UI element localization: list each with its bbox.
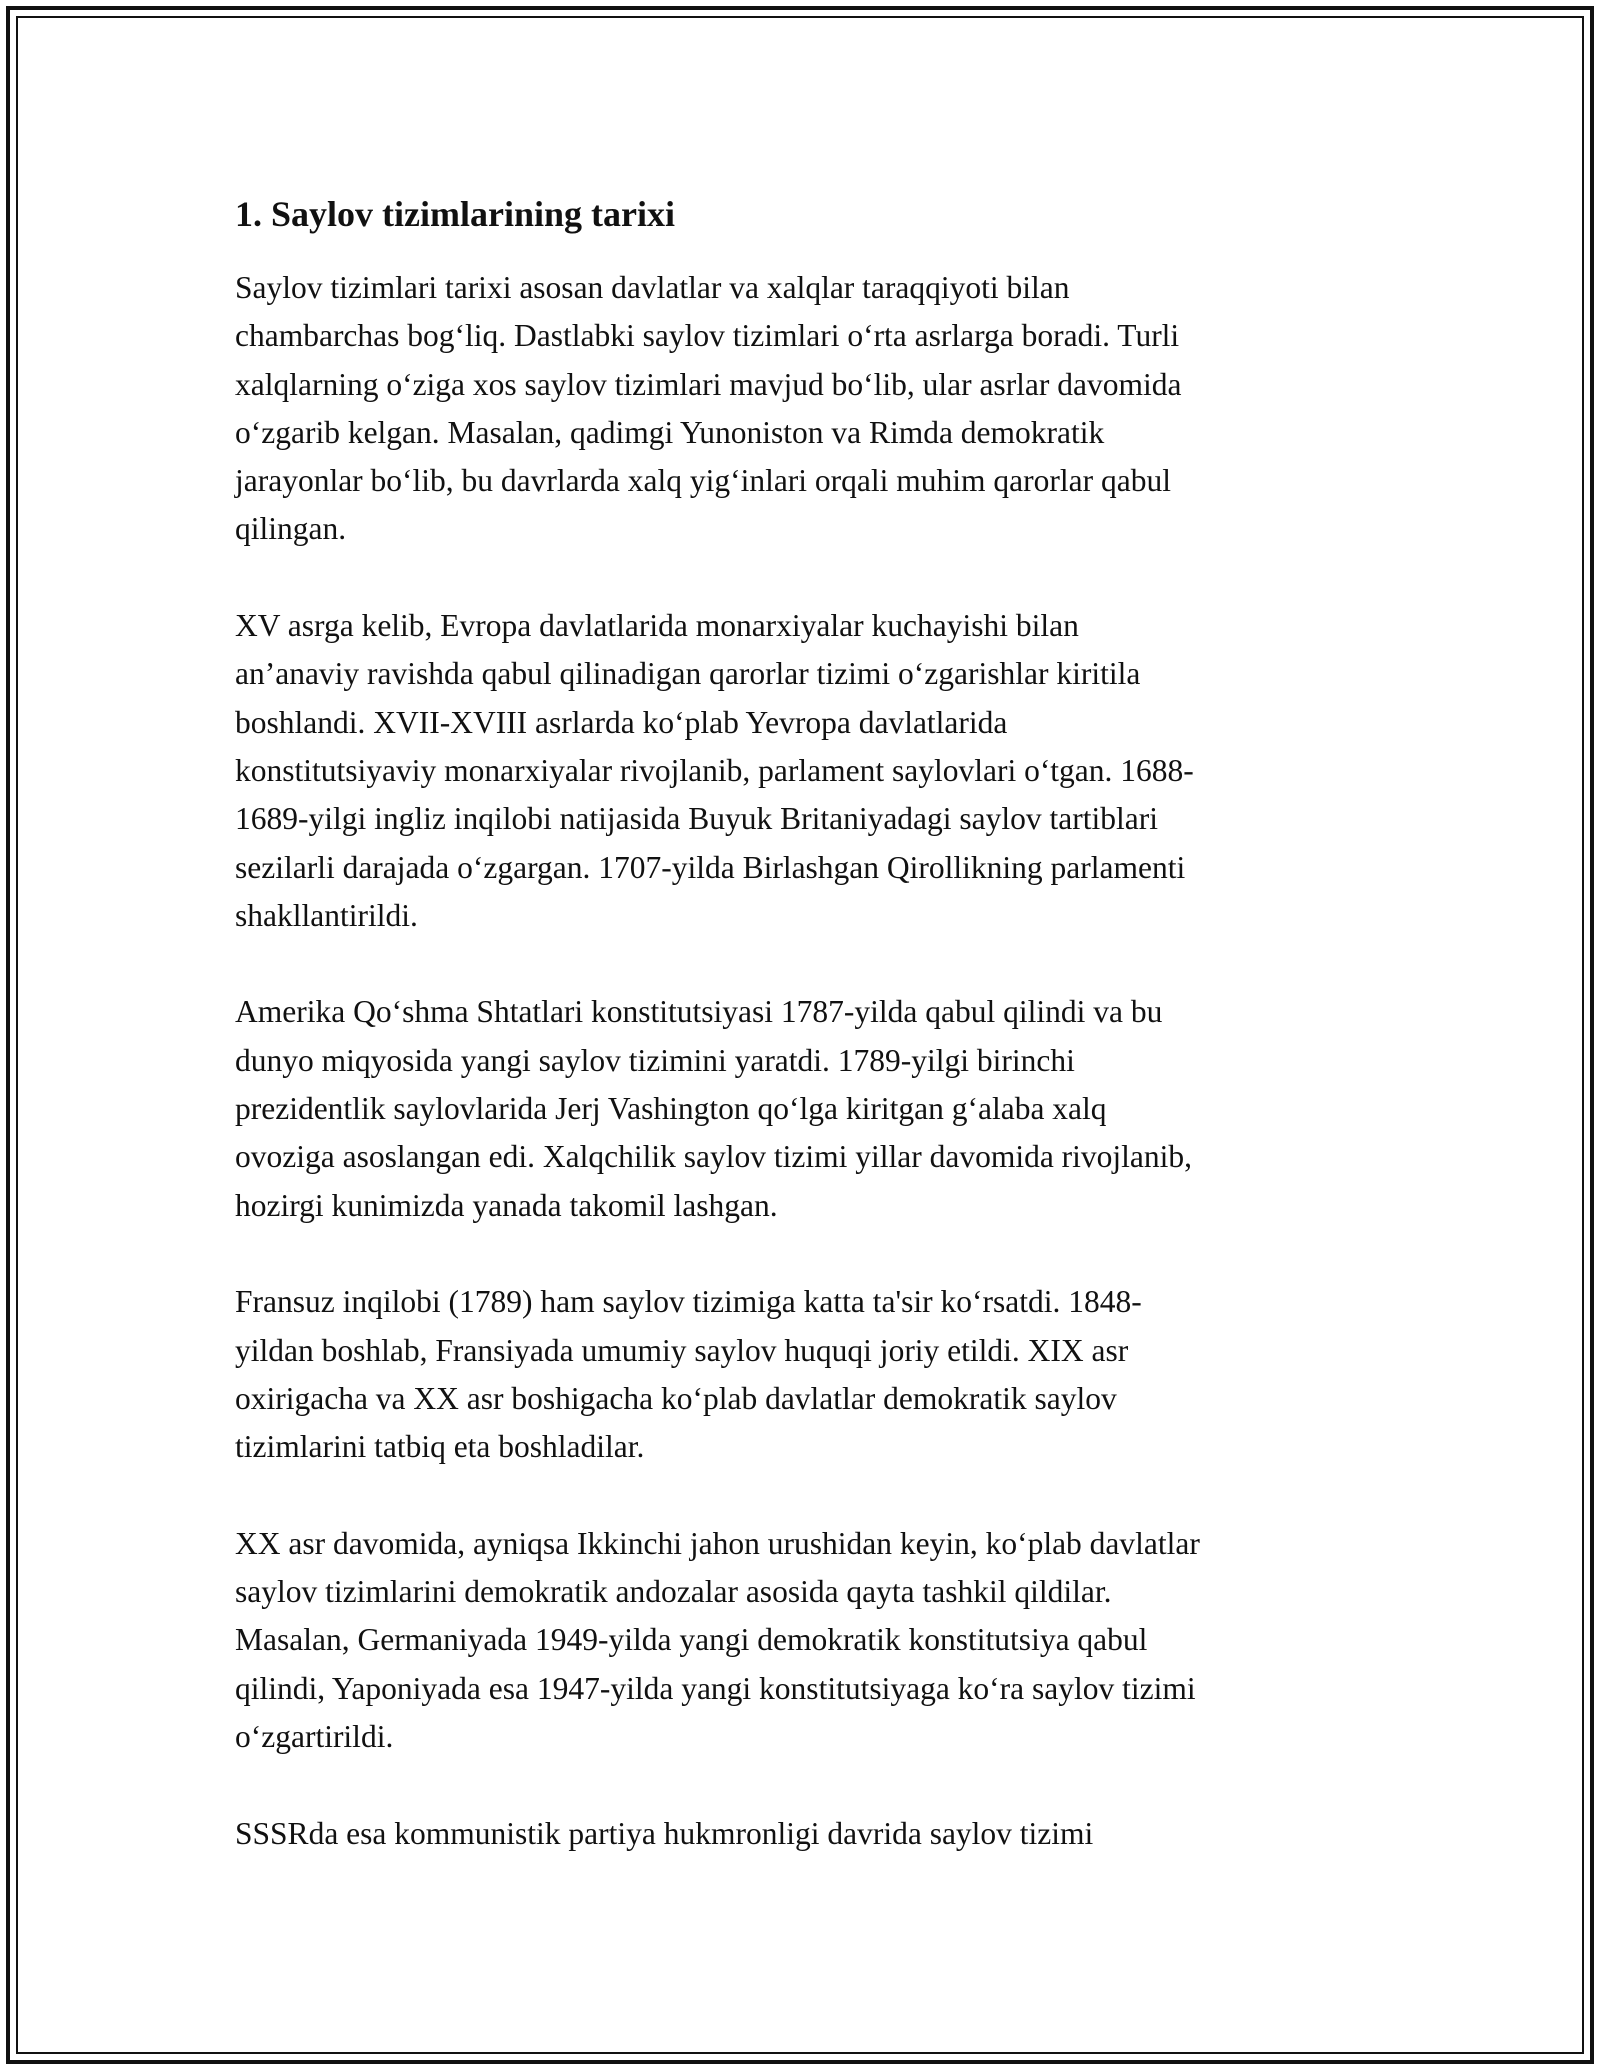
text-line: chambarchas bog‘liq. Dastlabki saylov tizimlari o‘rta asrlarga boradi. Turli [235, 318, 1180, 354]
text-line: sezilarli darajada o‘zgargan. 1707-yilda Birlashgan Qirollikning parlamenti [235, 849, 1186, 885]
text-line: konstitutsiyaviy monarxiyalar rivojlanib, parlament saylovlari o‘tgan. 1688- [235, 752, 1194, 788]
text-line: prezidentlik saylovlarida Jerj Vashington qo‘lga kiritgan g‘alaba xalq [235, 1091, 1107, 1127]
text-line: qilingan. [235, 511, 347, 547]
section-heading: 1. Saylov tizimlarining tarixi [235, 194, 675, 234]
text-line: oxirigacha va XX asr boshigacha ko‘plab davlatlar demokratik saylov [235, 1380, 1117, 1416]
text-line: XX asr davomida, ayniqsa Ikkinchi jahon urushidan keyin, ko‘plab davlatlar [235, 1525, 1200, 1561]
text-line: boshlandi. XVII-XVIII asrlarda ko‘plab Yevropa davlatlarida [235, 704, 1008, 740]
document-body [235, 264, 1375, 1858]
paragraph [235, 602, 1375, 940]
paragraph [235, 1810, 1375, 1858]
paragraph [235, 1278, 1375, 1471]
text-line: tizimlarini tatbiq eta boshladilar. [235, 1429, 645, 1465]
text-line: Masalan, Germaniyada 1949-yilda yangi demokratik konstitutsiya qabul [235, 1622, 1148, 1658]
text-line: saylov tizimlarini demokratik andozalar asosida qayta tashkil qildilar. [235, 1574, 1112, 1610]
text-line: Saylov tizimlari tarixi asosan davlatlar va xalqlar taraqqiyoti bilan [235, 270, 1070, 305]
text-line: ovoziga asoslangan edi. Xalqchilik saylov tizimi yillar davomida rivojlanib, [235, 1139, 1193, 1175]
text-line: qilindi, Yaponiyada esa 1947-yilda yangi konstitutsiyaga ko‘ra saylov tizimi [235, 1670, 1196, 1706]
text-line: SSSRda esa kommunistik partiya hukmronligi davrida saylov tizimi [235, 1815, 1094, 1851]
paragraph [235, 264, 1375, 554]
text-line: o‘zgarib kelgan. Masalan, qadimgi Yunoniston va Rimda demokratik [235, 414, 1105, 450]
text-line: XV asrga kelib, Evropa davlatlarida monarxiyalar kuchayishi bilan [235, 608, 1079, 644]
text-line: shakllantirildi. [235, 897, 418, 933]
paragraph [235, 1520, 1375, 1761]
text-line: hozirgi kunimizda yanada takomil lashgan. [235, 1187, 778, 1223]
paragraph [235, 988, 1375, 1229]
text-line: jarayonlar bo‘lib, bu davrlarda xalq yig‘inlari orqali muhim qarorlar qabul [235, 463, 1171, 499]
text-line: Amerika Qo‘shma Shtatlari konstitutsiyasi 1787-yilda qabul qilindi va bu [235, 994, 1163, 1030]
text-line: Fransuz inqilobi (1789) ham saylov tizimiga katta ta'sir ko‘rsatdi. 1848- [235, 1284, 1142, 1320]
text-line: xalqlarning o‘ziga xos saylov tizimlari mavjud bo‘lib, ular asrlar davomida [235, 366, 1182, 402]
document-page [235, 190, 1375, 1906]
text-line: dunyo miqyosida yangi saylov tizimini yaratdi. 1789-yilgi birinchi [235, 1042, 1075, 1078]
text-line: yildan boshlab, Fransiyada umumiy saylov huquqi joriy etildi. XIX asr [235, 1332, 1129, 1368]
text-line: 1689-yilgi ingliz inqilobi natijasida Buyuk Britaniyadagi saylov tartiblari [235, 801, 1158, 837]
text-line: o‘zgartirildi. [235, 1718, 394, 1754]
text-line: an’anaviy ravishda qabul qilinadigan qarorlar tizimi o‘zgarishlar kiritila [235, 656, 1141, 692]
